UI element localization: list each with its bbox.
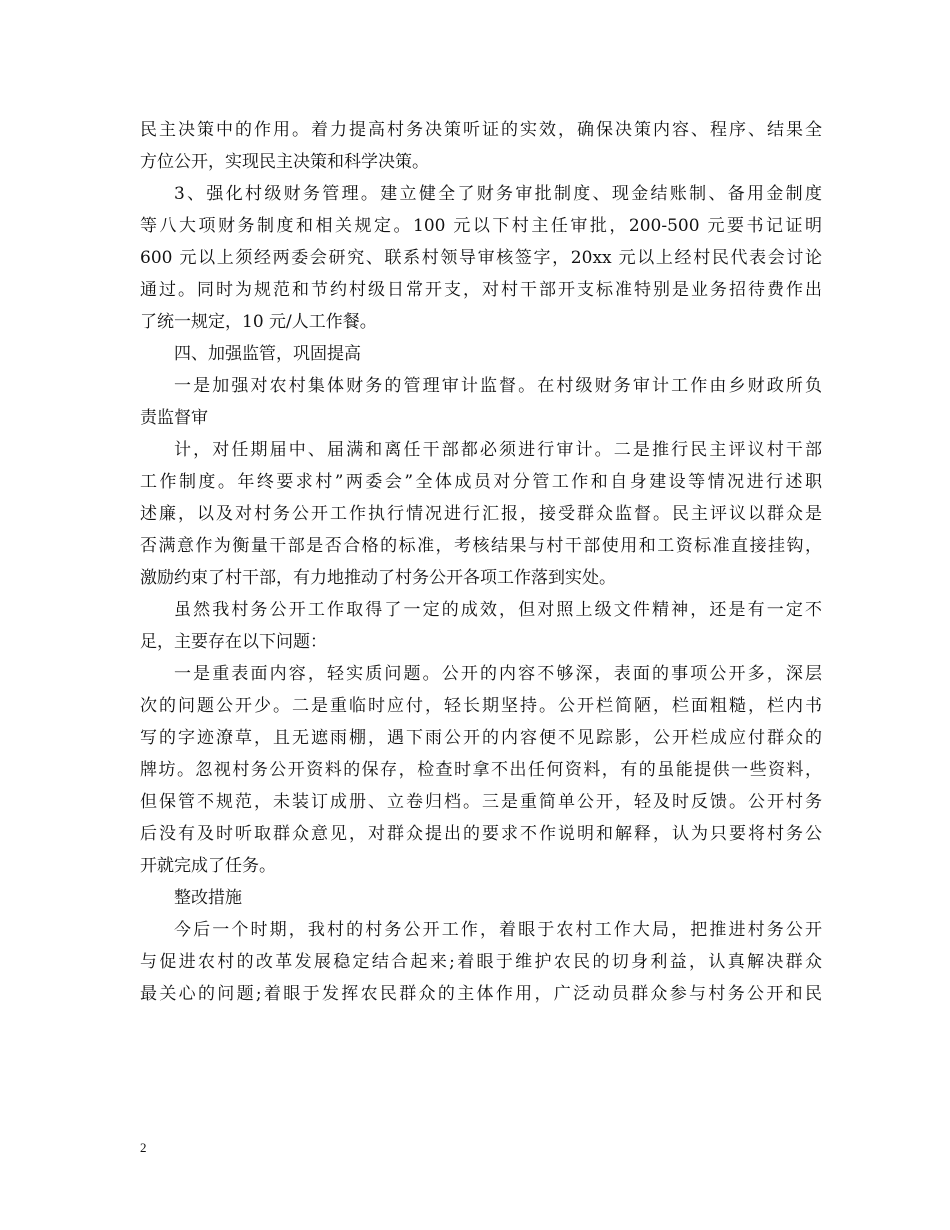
text-line: 民主决策中的作用。着力提高村务决策听证的实效，确保决策内容、程序、结果全	[140, 120, 822, 140]
text-line: 责监督审	[140, 408, 208, 428]
text-line: 述廉，以及对村务公开工作执行情况进行汇报，接受群众监督。民主评议以群众是	[140, 504, 822, 524]
paragraph-start-line: 今后一个时期，我村的村务公开工作，着眼于农村工作大局，把推进村务公开	[174, 920, 822, 940]
body-text	[140, 114, 822, 1010]
text-line: 等八大项财务制度和相关规定。100 元以下村主任审批，200-500 元要书记证明	[140, 216, 822, 236]
text-line: 次的问题公开少。二是重临时应付，轻长期坚持。公开栏简陋，栏面粗糙，栏内书	[140, 696, 822, 716]
paragraph-start-line: 计，对任期届中、届满和离任干部都必须进行审计。二是推行民主评议村干部	[174, 440, 822, 460]
text-line: 最关心的问题;着眼于发挥农民群众的主体作用，广泛动员群众参与村务公开和民	[140, 984, 822, 1004]
text-line: 否满意作为衡量干部是否合格的标准，考核结果与村干部使用和工资标准直接挂钩，	[140, 536, 822, 556]
text-line: 工作制度。年终要求村”两委会”全体成员对分管工作和自身建设等情况进行述职	[140, 472, 822, 492]
text-line: 方位公开，实现民主决策和科学决策。	[140, 152, 429, 172]
text-line: 足，主要存在以下问题：	[140, 632, 327, 652]
text-line: 600 元以上须经两委会研究、联系村领导审核签字，20xx 元以上经村民代表会讨论	[140, 248, 822, 268]
text-line: 了统一规定，10 元/人工作餐。	[140, 312, 377, 332]
text-line: 牌坊。忽视村务公开资料的保存，检查时拿不出任何资料，有的虽能提供一些资料，	[140, 760, 822, 780]
paragraph-start-line: 3、强化村级财务管理。建立健全了财务审批制度、现金结账制、备用金制度	[174, 184, 822, 204]
text-line: 写的字迹潦草，且无遮雨棚，遇下雨公开的内容便不见踪影，公开栏成应付群众的	[140, 728, 822, 748]
text-line: 但保管不规范，未装订成册、立卷归档。三是重简单公开，轻及时反馈。公开村务	[140, 792, 822, 812]
text-line: 与促进农村的改革发展稳定结合起来;着眼于维护农民的切身利益，认真解决群众	[140, 952, 822, 972]
paragraph-start-line: 一是重表面内容，轻实质问题。公开的内容不够深，表面的事项公开多，深层	[174, 664, 822, 684]
text-line: 通过。同时为规范和节约村级日常开支，对村干部开支标准特别是业务招待费作出	[140, 280, 822, 300]
page-number: 2	[140, 1140, 147, 1155]
paragraph-start-line: 一是加强对农村集体财务的管理审计监督。在村级财务审计工作由乡财政所负	[174, 376, 822, 396]
section-heading: 四、加强监管，巩固提高	[174, 344, 361, 364]
paragraph-start-line: 虽然我村务公开工作取得了一定的成效，但对照上级文件精神，还是有一定不	[174, 600, 822, 620]
text-line: 后没有及时听取群众意见，对群众提出的要求不作说明和解释，认为只要将村务公	[140, 824, 822, 844]
text-line: 激励约束了村干部，有力地推动了村务公开各项工作落到实处。	[140, 568, 616, 588]
section-heading: 整改措施	[174, 888, 242, 908]
text-line: 开就完成了任务。	[140, 856, 276, 876]
